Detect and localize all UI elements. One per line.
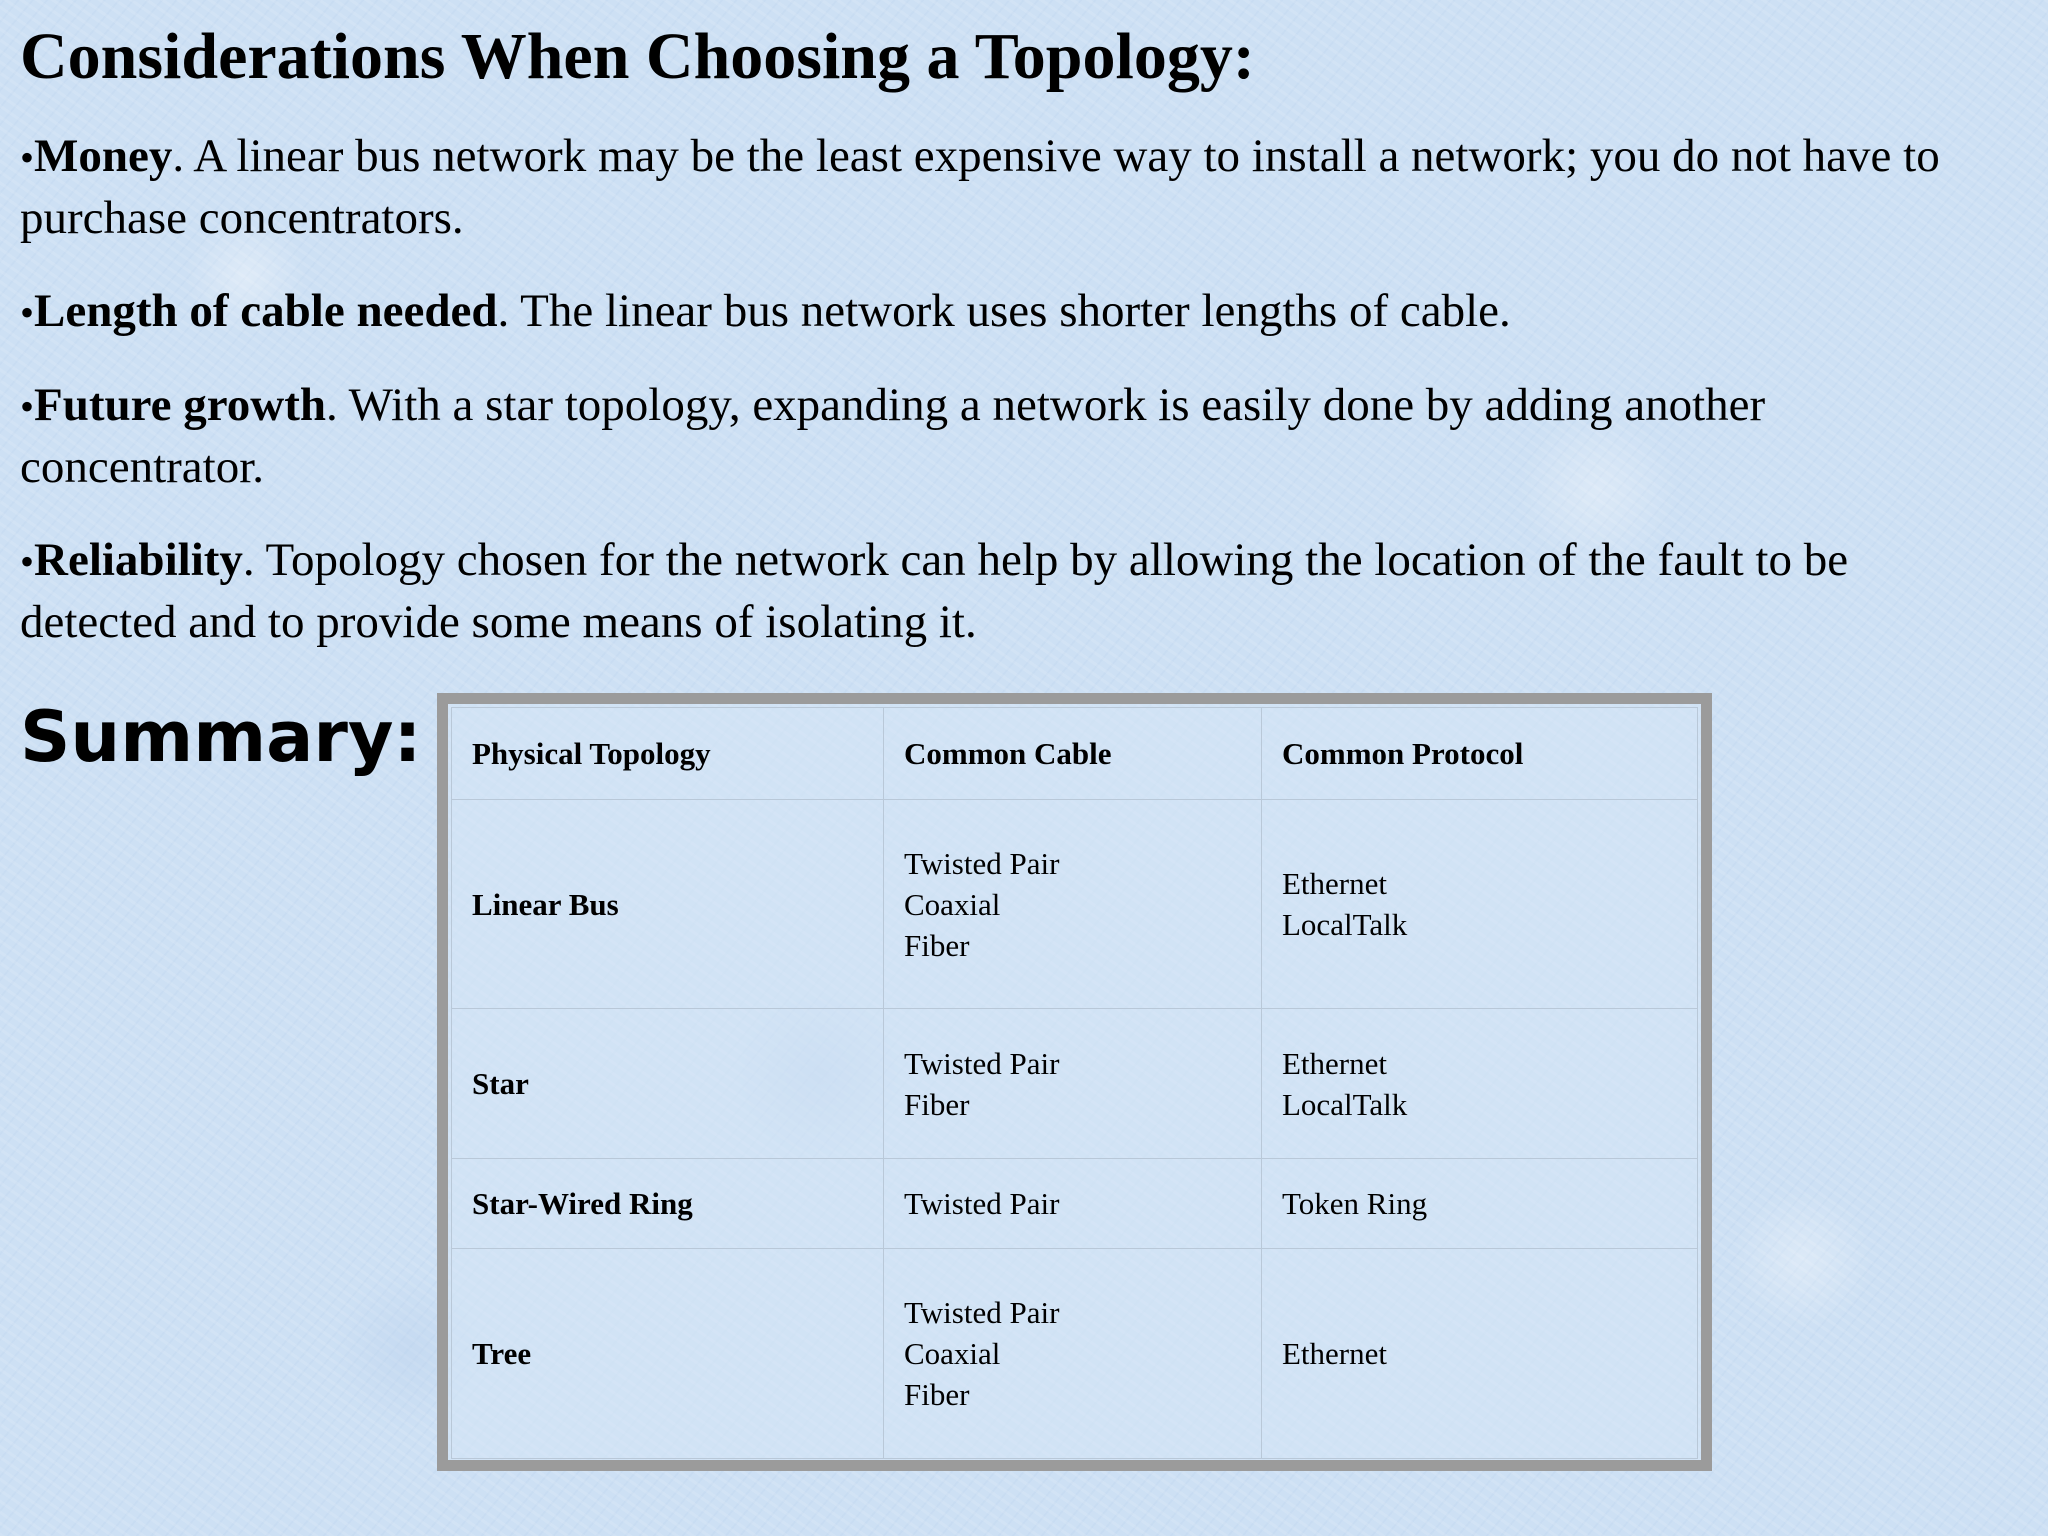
cable-item: Fiber: [904, 1377, 970, 1412]
summary-heading: Summary:: [20, 696, 422, 778]
bullet-reliability: [20, 530, 1980, 653]
summary-table: [451, 707, 1698, 1459]
bullet-length-of-cable: [20, 281, 1980, 343]
topology-cell: Tree: [452, 1249, 884, 1459]
cable-item: Twisted Pair: [904, 1045, 1060, 1081]
protocol-item: Ethernet: [1282, 1045, 1388, 1081]
column-header-common-cable: Common Cable: [884, 708, 1262, 800]
topology-cell: Star-Wired Ring: [452, 1159, 884, 1249]
cable-cell: [884, 1249, 1262, 1459]
cable-cell: [884, 800, 1262, 1009]
cable-item: Fiber: [904, 1086, 970, 1122]
bullet-text: . The linear bus network uses shorter lengths of cable.: [497, 285, 1511, 337]
bullet-marker: •: [20, 384, 35, 429]
table-row: [452, 1159, 1698, 1249]
cable-item: Twisted Pair: [904, 1295, 1060, 1330]
topology-cell: Star: [452, 1009, 884, 1159]
cable-item: Coaxial: [904, 1336, 1001, 1371]
column-header-common-protocol: Common Protocol: [1262, 708, 1698, 800]
table-header-row: [452, 708, 1698, 800]
cable-cell: [884, 1009, 1262, 1159]
bullet-money: [20, 126, 1980, 249]
bullet-term: Reliability: [34, 534, 243, 586]
bullet-marker: •: [20, 290, 35, 335]
protocol-cell: [1262, 1009, 1698, 1159]
bullet-text: . Topology chosen for the network can help by allowing the location of the fault to be detected and to provide some means of isolating it.: [20, 534, 1849, 648]
protocol-item: LocalTalk: [1282, 907, 1408, 942]
cable-cell: [884, 1159, 1262, 1249]
protocol-cell: [1262, 1159, 1698, 1249]
slide-title: Considerations When Choosing a Topology:: [20, 20, 1255, 93]
bullet-marker: •: [20, 135, 35, 180]
protocol-item: LocalTalk: [1282, 1086, 1408, 1122]
topology-cell: Linear Bus: [452, 800, 884, 1009]
bullet-future-growth: [20, 375, 1980, 498]
protocol-cell: [1262, 800, 1698, 1009]
bullet-text: . With a star topology, expanding a network is easily done by adding another concentrator.: [20, 379, 1766, 493]
cable-item: Twisted Pair: [904, 1186, 1060, 1221]
considerations-list: [20, 126, 1980, 685]
table-row: [452, 1009, 1698, 1159]
summary-table-frame: [437, 693, 1712, 1471]
cable-item: Twisted Pair: [904, 845, 1060, 881]
cable-item: Fiber: [904, 927, 970, 963]
protocol-item: Token Ring: [1282, 1186, 1428, 1221]
table-row: [452, 800, 1698, 1009]
bullet-term: Money: [34, 130, 173, 182]
bullet-text: . A linear bus network may be the least expensive way to install a network; you do not have to purchase concentrators.: [20, 130, 1940, 244]
column-header-physical-topology: Physical Topology: [452, 708, 884, 800]
bullet-marker: •: [20, 539, 35, 584]
table-row: [452, 1249, 1698, 1459]
cable-item: Coaxial: [904, 886, 1001, 922]
protocol-item: Ethernet: [1282, 866, 1388, 901]
bullet-term: Length of cable needed: [34, 285, 498, 337]
protocol-cell: [1262, 1249, 1698, 1459]
bullet-term: Future growth: [34, 379, 327, 431]
protocol-item: Ethernet: [1282, 1336, 1388, 1371]
